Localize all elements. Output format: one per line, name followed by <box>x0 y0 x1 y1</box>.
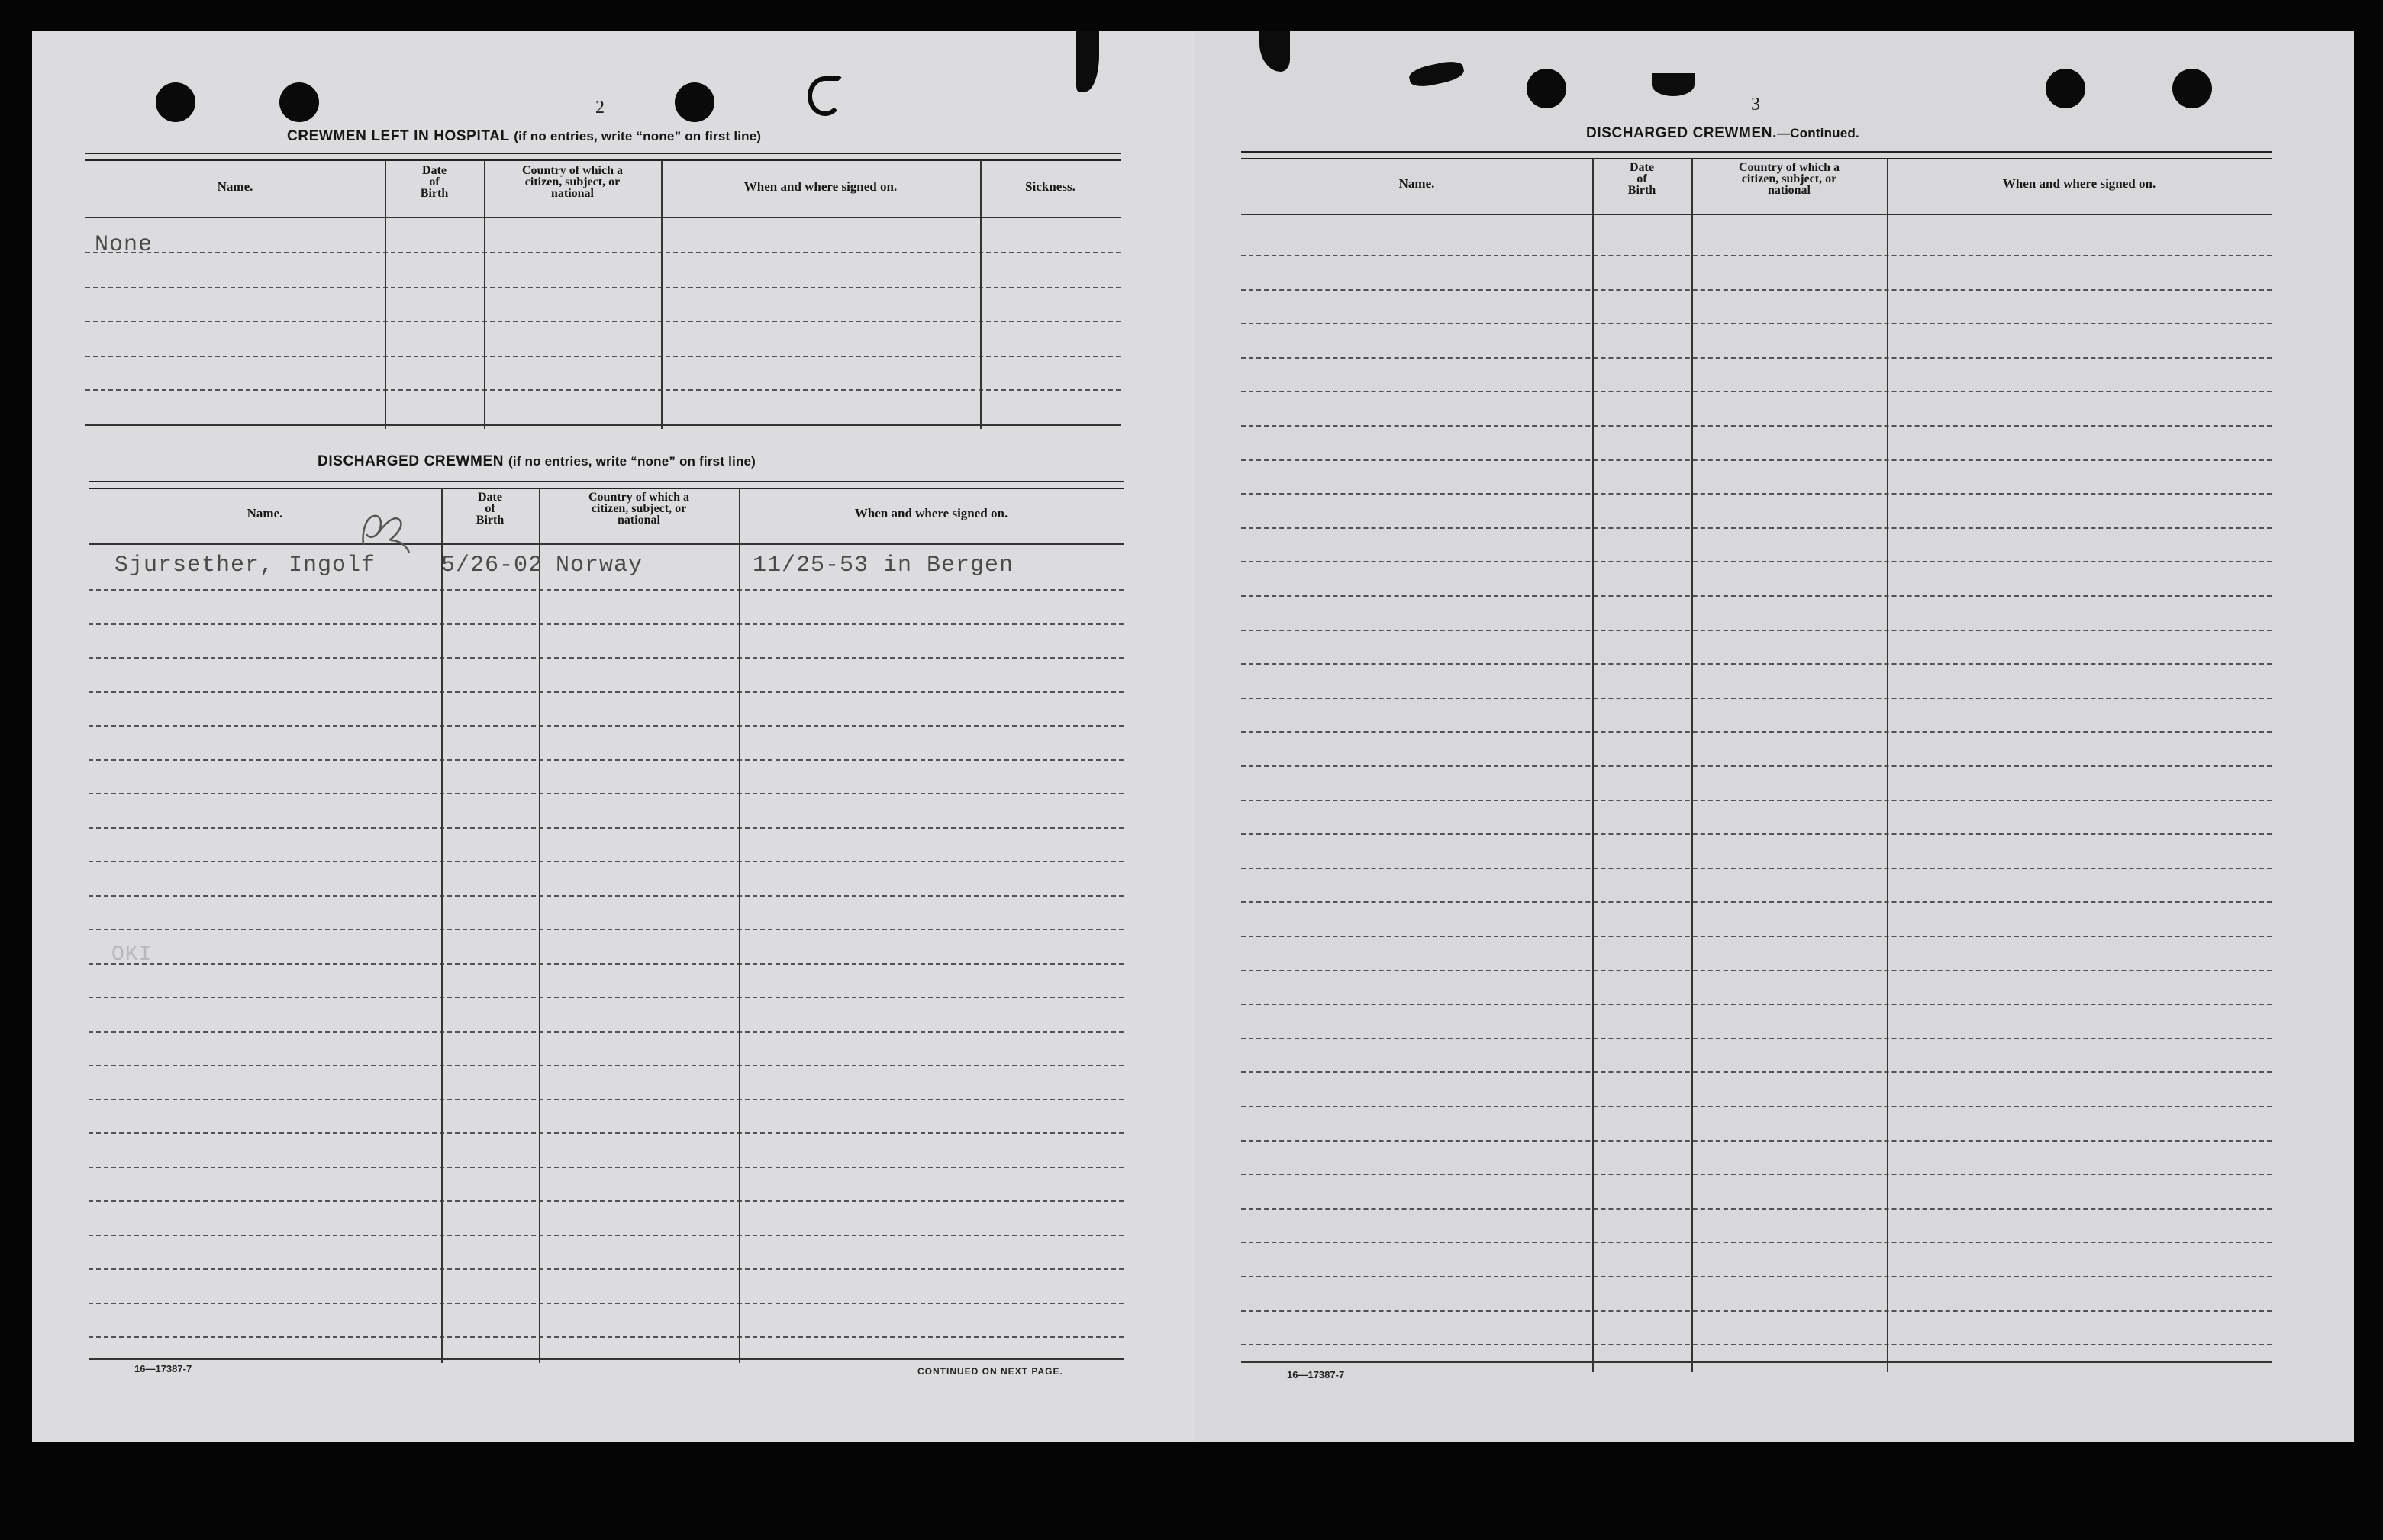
entry-line <box>1241 1242 2272 1243</box>
page-number: 3 <box>1751 95 1760 114</box>
entry-line <box>89 623 1124 625</box>
header-dob-line: Date <box>1630 161 1654 174</box>
entry-line <box>89 963 1124 965</box>
form-code: 16—17387-7 <box>134 1363 192 1374</box>
header-dob <box>441 491 539 526</box>
punch-hole <box>156 82 195 122</box>
entry-line <box>1241 323 2272 324</box>
entry-line <box>89 1200 1124 1202</box>
entry-line <box>85 287 1121 288</box>
entry-line <box>1241 1344 2272 1345</box>
section-title-suffix: —Continued. <box>1776 126 1859 140</box>
entry-line <box>85 321 1121 322</box>
header-name: Name. <box>217 179 253 194</box>
header-country-line: Country of which a <box>521 164 623 177</box>
punch-hole <box>1527 69 1566 108</box>
entry-line <box>1241 289 2272 291</box>
column-divider <box>539 488 540 1363</box>
bottom-rule <box>85 424 1121 426</box>
entry-line <box>1241 698 2272 699</box>
bottom-rule <box>89 1358 1124 1360</box>
entry-line <box>1241 391 2272 392</box>
entry-line <box>1241 1106 2272 1107</box>
entry-line <box>1241 1310 2272 1312</box>
entry-line <box>1241 1276 2272 1277</box>
entry-line <box>89 895 1124 897</box>
entry-line <box>89 725 1124 727</box>
header-country-line: citizen, subject, or <box>524 176 621 188</box>
header-name: Name. <box>1398 176 1435 191</box>
punch-hole <box>2046 69 2085 108</box>
discharged-table <box>89 481 1124 1358</box>
discharged-continued-title <box>1586 125 1859 142</box>
entry-line <box>1241 800 2272 801</box>
punch-hole <box>675 82 714 122</box>
double-rule <box>89 481 1124 489</box>
entry-line <box>85 356 1121 357</box>
header-country-line: Country of which a <box>588 491 689 504</box>
entry-dob: 5/26-02 <box>441 553 543 578</box>
header-signed: When and where signed on. <box>854 506 1008 520</box>
header-dob-line: Date <box>422 164 447 177</box>
entry-line <box>1241 357 2272 359</box>
entry-line <box>1241 731 2272 733</box>
entry-line <box>89 691 1124 693</box>
entry-line <box>89 827 1124 829</box>
entry-line <box>1241 527 2272 529</box>
header-country <box>1691 162 1887 196</box>
entry-line <box>89 589 1124 591</box>
entry-line <box>89 657 1124 659</box>
header-dob-line: Birth <box>1627 184 1656 197</box>
entry-line <box>1241 425 2272 427</box>
entry-line <box>89 929 1124 930</box>
entry-line <box>1241 1038 2272 1039</box>
entry-country: Norway <box>556 553 643 578</box>
entry-line <box>1241 663 2272 665</box>
header-country <box>539 491 739 526</box>
entry-name: None <box>95 232 153 258</box>
entry-name: Sjursether, Ingolf <box>114 553 376 578</box>
entry-line <box>89 997 1124 998</box>
column-divider <box>739 488 740 1363</box>
header-dob-line: of <box>485 502 495 515</box>
entry-line <box>1241 1071 2272 1073</box>
double-rule <box>1241 151 2272 159</box>
entry-line <box>89 1336 1124 1338</box>
header-country-line: national <box>1767 184 1811 197</box>
punch-hole <box>2172 69 2212 108</box>
entry-line <box>85 389 1121 391</box>
entry-line <box>1241 833 2272 835</box>
header-name: Name. <box>247 506 283 520</box>
header-dob-line: Birth <box>420 187 449 200</box>
entry-line <box>1241 595 2272 597</box>
entry-line <box>1241 1004 2272 1005</box>
header-country-line: national <box>617 514 660 527</box>
binding-tear <box>1652 73 1695 96</box>
header-rule <box>1241 214 2272 215</box>
entry-line <box>1241 970 2272 971</box>
entry-line <box>1241 1174 2272 1175</box>
entry-line <box>1241 630 2272 631</box>
entry-line <box>89 1235 1124 1236</box>
discharged-section-title <box>318 453 756 470</box>
header-dob <box>385 165 484 199</box>
entry-line <box>89 759 1124 761</box>
handwritten-initials <box>356 507 417 560</box>
header-country-line: citizen, subject, or <box>1741 172 1837 185</box>
header-dob-line: Birth <box>476 514 505 527</box>
header-dob-line: of <box>1636 172 1647 185</box>
entry-line <box>89 1132 1124 1134</box>
header-rule <box>85 217 1121 218</box>
entry-line <box>89 861 1124 862</box>
hospital-table <box>85 153 1121 429</box>
header-rule <box>89 543 1124 545</box>
section-title-text: DISCHARGED CREWMEN <box>318 453 505 469</box>
binding-tear <box>808 76 843 116</box>
column-divider <box>441 488 443 1363</box>
entry-line <box>1241 901 2272 903</box>
entry-line <box>1241 868 2272 869</box>
entry-line <box>89 1065 1124 1066</box>
continued-note: CONTINUED ON NEXT PAGE. <box>917 1366 1063 1377</box>
form-code: 16—17387-7 <box>1287 1369 1345 1381</box>
entry-line <box>1241 493 2272 495</box>
entry-line <box>1241 1140 2272 1142</box>
entry-line <box>1241 936 2272 937</box>
punch-hole <box>279 82 319 122</box>
entry-line <box>89 793 1124 794</box>
entry-line <box>1241 1208 2272 1210</box>
section-title-note: (if no entries, write “none” on first line) <box>514 129 762 143</box>
header-signed: When and where signed on. <box>743 179 898 194</box>
entry-line <box>1241 255 2272 256</box>
entry-line <box>89 1167 1124 1168</box>
discharged-continued-table <box>1241 151 2272 1364</box>
header-sickness: Sickness. <box>1025 179 1075 194</box>
entry-line <box>89 1099 1124 1100</box>
header-country-line: citizen, subject, or <box>591 502 687 515</box>
header-dob-line: Date <box>478 491 502 504</box>
entry-line <box>89 1268 1124 1270</box>
hospital-section-title <box>287 128 761 145</box>
entry-signed: 11/25-53 in Bergen <box>753 553 1014 578</box>
entry-line <box>1241 459 2272 461</box>
double-rule <box>85 153 1121 161</box>
entry-line <box>89 1303 1124 1304</box>
entry-line <box>89 1031 1124 1033</box>
header-country-line: Country of which a <box>1738 161 1840 174</box>
header-country-line: national <box>550 187 594 200</box>
page-number: 2 <box>595 98 605 118</box>
header-dob <box>1592 162 1691 196</box>
folded-corner <box>32 1404 70 1442</box>
header-signed: When and where signed on. <box>2002 176 2156 191</box>
header-country <box>484 165 661 199</box>
faint-mark: OKI <box>111 943 153 967</box>
entry-line <box>1241 561 2272 562</box>
entry-line <box>85 252 1121 253</box>
entry-line <box>1241 765 2272 767</box>
bottom-rule <box>1241 1361 2272 1363</box>
section-title-text: DISCHARGED CREWMEN. <box>1586 125 1777 141</box>
header-dob-line: of <box>429 176 440 188</box>
section-title-text: CREWMEN LEFT IN HOSPITAL <box>287 128 510 144</box>
section-title-note: (if no entries, write “none” on first line) <box>508 454 756 469</box>
